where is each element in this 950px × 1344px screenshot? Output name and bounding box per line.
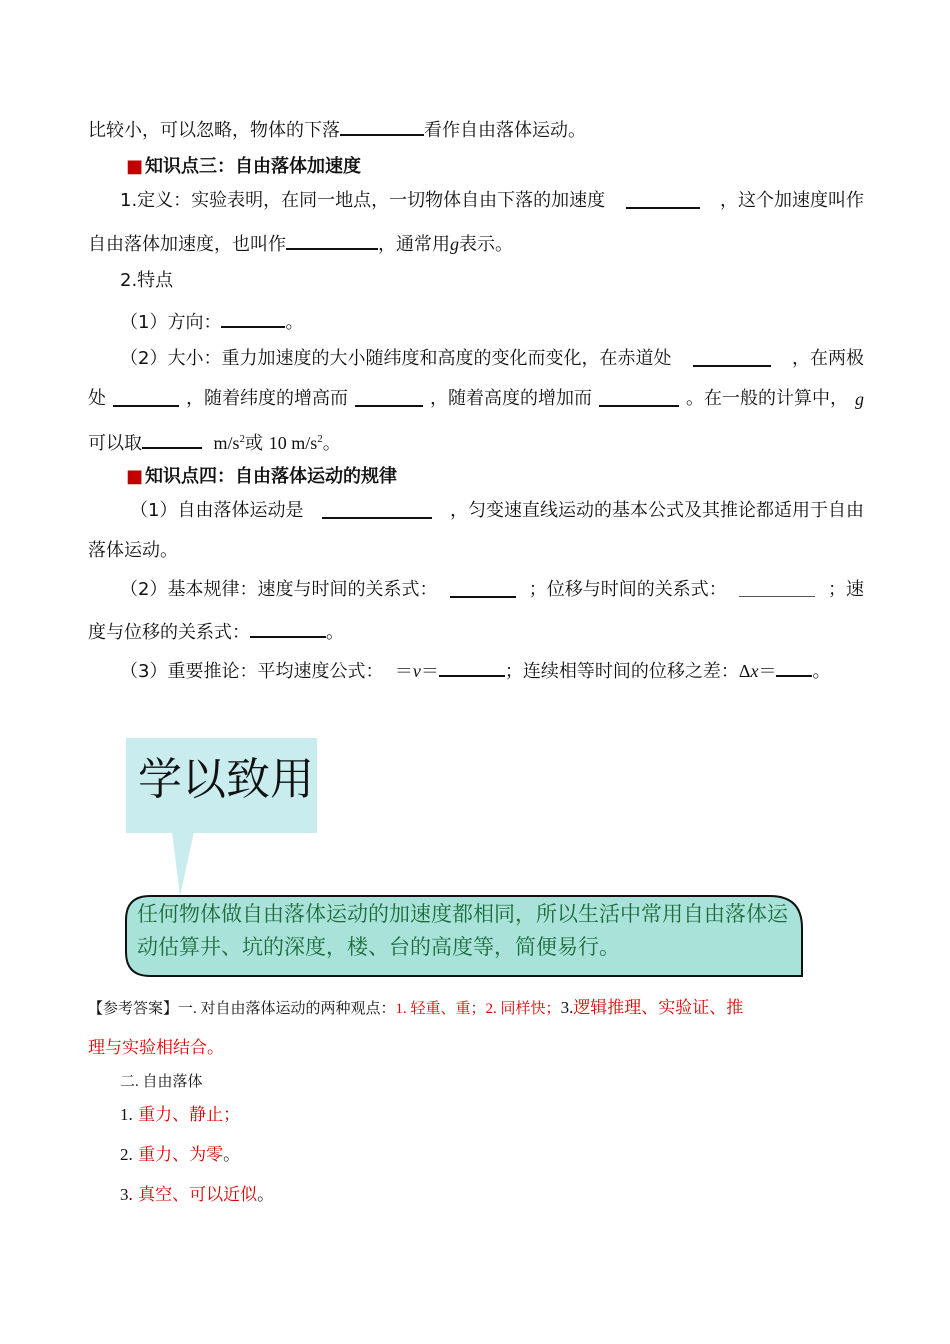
- exponent: 2: [317, 433, 323, 445]
- answer-line: [120, 1070, 864, 1094]
- answer-line: [88, 1036, 864, 1060]
- equals-sign: ＝: [758, 661, 777, 681]
- paragraph-line: [120, 657, 864, 684]
- delta-symbol: Δ: [738, 661, 751, 681]
- text: 表示。: [459, 234, 513, 255]
- text: 度与位移的关系式：: [88, 622, 250, 643]
- fill-blank: [142, 429, 202, 449]
- fill-blank: [626, 189, 700, 209]
- text: 。: [326, 622, 344, 643]
- section-heading-3: [126, 155, 864, 179]
- heading-text: 知识点三：自由落体加速度: [145, 156, 362, 177]
- square-bullet-icon: ■: [126, 466, 144, 487]
- paragraph-line: [88, 427, 864, 456]
- text: ；连续相等时间的位移之差：: [504, 661, 739, 682]
- text: 3.: [120, 1185, 133, 1204]
- heading-text: 知识点四：自由落体运动的规律: [145, 466, 398, 487]
- symbol-v: v: [412, 661, 421, 681]
- square-bullet-icon: ■: [126, 156, 144, 177]
- paragraph-line: [130, 499, 864, 523]
- symbol-g: g: [450, 234, 459, 254]
- text: 看作自由落体运动。: [424, 120, 586, 141]
- text: 1.定义：实验表明，在同一地点，一切物体自由下落的加速度: [120, 190, 606, 211]
- text: 处: [88, 388, 106, 409]
- answer-line: [120, 1103, 864, 1127]
- text: ，随着纬度的增高而: [186, 388, 348, 409]
- paragraph-line: [120, 347, 864, 371]
- callout-text: 任何物体做自由落体运动的加速度都相同，所以生活中常用自由落体运动估算井、坑的深度，楼、台的高度等，简便易行。: [137, 902, 788, 959]
- paragraph-line: [88, 539, 864, 563]
- fill-blank: [355, 387, 423, 407]
- fill-blank: [693, 347, 771, 367]
- paragraph-line: [88, 116, 864, 143]
- text: ，这个加速度叫作: [719, 190, 864, 211]
- text: 落体运动。: [88, 540, 178, 561]
- fill-blank: [776, 657, 812, 677]
- fill-blank: [439, 657, 505, 677]
- answer-text: 重力、为零: [138, 1145, 224, 1165]
- equals-sign: ＝: [420, 661, 439, 681]
- text: 。: [223, 1145, 241, 1165]
- symbol-x: x: [750, 661, 759, 681]
- text: 自由落体加速度，也叫作: [88, 234, 286, 255]
- answer-line: [120, 1143, 864, 1167]
- text: 二. 自由落体: [120, 1074, 203, 1090]
- text: 。: [285, 312, 304, 333]
- text: 可以取: [88, 433, 142, 454]
- text: 。: [322, 433, 341, 454]
- text: ；速: [827, 579, 864, 600]
- fill-blank: [286, 230, 378, 250]
- fill-blank: [322, 499, 432, 519]
- answer-text: 重力、静止；: [138, 1105, 241, 1125]
- paragraph-line: [88, 618, 864, 645]
- fill-blank: [113, 387, 179, 407]
- answer-text: 理与实验相结合。: [88, 1038, 224, 1058]
- fill-blank: [340, 116, 424, 136]
- unit: m/s: [213, 433, 240, 453]
- text: （1）方向：: [120, 312, 222, 333]
- answer-text: 2. 同样快；: [485, 1001, 561, 1017]
- paragraph-line: [88, 230, 864, 257]
- text: 2.: [120, 1145, 133, 1164]
- text: ，通常用: [378, 234, 450, 255]
- text: 。: [257, 1185, 275, 1205]
- text: 一. 对自由落体运动的两种观点：: [178, 1001, 396, 1017]
- equals-sign: ＝: [394, 661, 413, 681]
- text: （2）大小：重力加速度的大小随纬度和高度的变化而变化，在赤道处: [120, 348, 672, 369]
- fill-blank: [250, 618, 326, 638]
- paragraph-line: [88, 387, 864, 411]
- text: 3.: [560, 998, 574, 1017]
- fill-blank: [599, 387, 679, 407]
- text: 比较小，可以忽略，物体的下落: [88, 120, 340, 141]
- answer-text: 逻辑推理、实验证、推: [573, 998, 744, 1018]
- text: ，随着高度的增加而: [430, 388, 592, 409]
- bubble-tail: [172, 832, 194, 896]
- exponent: 2: [239, 433, 245, 445]
- text: （1）自由落体运动是: [130, 500, 304, 521]
- text: 或: [244, 433, 263, 454]
- section-title-box: [126, 738, 317, 833]
- paragraph-line: [120, 269, 864, 293]
- text: 1.: [120, 1105, 133, 1124]
- text: （3）重要推论：平均速度公式：: [120, 661, 384, 682]
- fill-blank: [221, 308, 285, 328]
- section-title: 学以致用: [138, 754, 314, 805]
- text: 。在一般的计算中，: [686, 388, 848, 409]
- paragraph-line: [120, 308, 864, 335]
- answer-label: 【参考答案】: [88, 999, 179, 1017]
- text: ，匀变速直线运动的基本公式及其推论都适用于自由: [449, 500, 864, 521]
- answer-line: [120, 1183, 864, 1207]
- answer-line: [88, 996, 864, 1021]
- text: 。: [812, 661, 831, 682]
- paragraph-line: [120, 578, 864, 602]
- answer-text: 1. 轻重、重；: [395, 1001, 486, 1017]
- text: （2）基本规律：速度与时间的关系式：: [120, 579, 438, 600]
- text: ；位移与时间的关系式：: [528, 579, 727, 600]
- value-unit: 10 m/s: [268, 433, 318, 453]
- answer-text: 真空、可以近似: [138, 1185, 258, 1205]
- fill-blank: [450, 578, 516, 598]
- paragraph-line: [120, 189, 864, 213]
- text: ，在两极: [791, 348, 864, 369]
- fill-blank: [739, 578, 815, 597]
- section-heading-4: [126, 465, 864, 489]
- text: 2.特点: [120, 270, 174, 291]
- symbol-g: g: [855, 389, 864, 409]
